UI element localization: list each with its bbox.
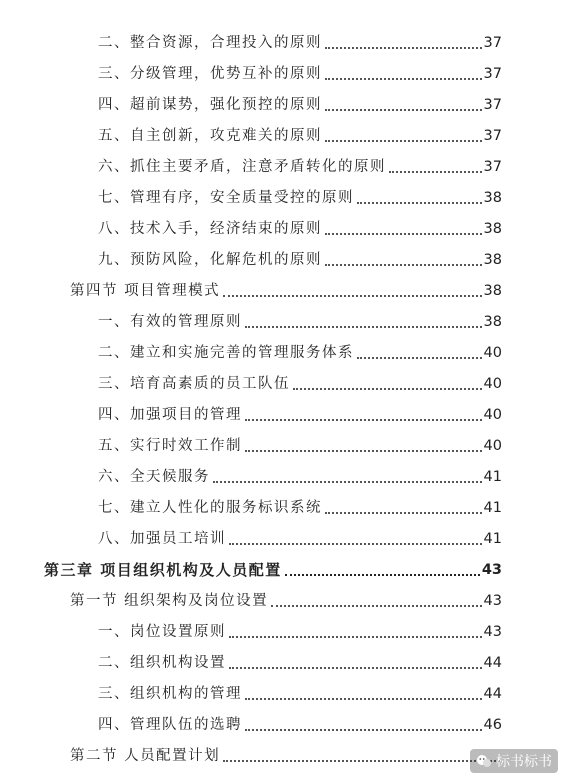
toc-leader-dots bbox=[357, 357, 482, 359]
toc-leader-dots bbox=[389, 171, 482, 173]
toc-leader-dots bbox=[245, 450, 482, 452]
toc-leader-dots bbox=[245, 729, 482, 731]
toc-entry-label: 一、有效的管理原则 bbox=[98, 314, 242, 330]
toc-entry[interactable] bbox=[98, 61, 502, 83]
toc-entry-label: 一、岗位设置原则 bbox=[98, 624, 226, 640]
toc-entry[interactable] bbox=[98, 309, 502, 331]
toc-entry-label: 四、管理队伍的选聘 bbox=[98, 717, 242, 733]
toc-entry[interactable] bbox=[70, 278, 502, 300]
toc-entry-label: 四、超前谋势，强化预控的原则 bbox=[98, 97, 322, 113]
toc-leader-dots bbox=[223, 760, 500, 762]
toc-entry[interactable] bbox=[98, 216, 502, 238]
toc-entry-page-number: 41 bbox=[483, 500, 502, 516]
toc-entry[interactable] bbox=[98, 340, 502, 362]
toc-entry-label: 五、实行时效工作制 bbox=[98, 438, 242, 454]
toc-entry-page-number: 40 bbox=[483, 438, 502, 454]
toc-leader-dots bbox=[325, 512, 482, 514]
toc-entry-page-number: 46 bbox=[483, 717, 502, 733]
toc-entry-label: 七、管理有序，安全质量受控的原则 bbox=[98, 190, 354, 206]
toc-entry-page-number: 41 bbox=[483, 469, 502, 485]
toc-entry-page-number: 43 bbox=[483, 593, 502, 609]
toc-entry-page-number: 37 bbox=[483, 159, 502, 175]
toc-entry-label: 二、整合资源，合理投入的原则 bbox=[98, 35, 322, 51]
toc-leader-dots bbox=[271, 605, 481, 607]
toc-leader-dots bbox=[245, 419, 482, 421]
toc-entry-label: 二、建立和实施完善的管理服务体系 bbox=[98, 345, 354, 361]
toc-entry[interactable] bbox=[98, 712, 502, 734]
toc-entry-page-number: 37 bbox=[483, 35, 502, 51]
toc-leader-dots bbox=[325, 233, 482, 235]
toc-leader-dots bbox=[325, 140, 482, 142]
toc-entry[interactable] bbox=[98, 154, 502, 176]
toc-entry-page-number: 40 bbox=[483, 376, 502, 392]
toc-leader-dots bbox=[223, 295, 481, 297]
toc-entry-label: 四、加强项目的管理 bbox=[98, 407, 242, 423]
toc-entry[interactable] bbox=[98, 495, 502, 517]
toc-entry-page-number: 40 bbox=[483, 345, 502, 361]
toc-entry-page-number: 43 bbox=[483, 624, 502, 640]
toc-entry[interactable] bbox=[98, 30, 502, 52]
toc-leader-dots bbox=[245, 326, 482, 328]
wechat-icon bbox=[476, 753, 492, 769]
toc-entry-label: 八、技术入手，经济结束的原则 bbox=[98, 221, 322, 237]
toc-entry-page-number: 38 bbox=[483, 221, 502, 237]
toc-leader-dots bbox=[229, 636, 482, 638]
toc-leader-dots bbox=[229, 543, 482, 545]
toc-entry-label: 九、预防风险，化解危机的原则 bbox=[98, 252, 322, 268]
toc-entry-page-number: 44 bbox=[483, 686, 502, 702]
toc-entry[interactable] bbox=[70, 588, 502, 610]
toc-entry-page-number: 38 bbox=[483, 314, 502, 330]
toc-entry-page-number: 37 bbox=[483, 66, 502, 82]
toc-entry-page-number: 43 bbox=[481, 562, 502, 578]
toc-leader-dots bbox=[325, 109, 482, 111]
toc-entry-label: 三、组织机构的管理 bbox=[98, 686, 242, 702]
toc-entry[interactable] bbox=[98, 185, 502, 207]
toc-entry-page-number: 37 bbox=[483, 128, 502, 144]
toc-entry-page-number: 37 bbox=[483, 97, 502, 113]
toc-entry[interactable] bbox=[98, 123, 502, 145]
toc-entry-label: 六、全天候服务 bbox=[98, 469, 210, 485]
toc-entry[interactable] bbox=[70, 743, 502, 765]
toc-entry-page-number: 38 bbox=[483, 190, 502, 206]
toc-entry-label: 三、培育高素质的员工队伍 bbox=[98, 376, 290, 392]
toc-entry-label: 六、抓住主要矛盾，注意矛盾转化的原则 bbox=[98, 159, 386, 175]
toc-entry[interactable] bbox=[98, 371, 502, 393]
toc-entry-label: 五、自主创新，攻克难关的原则 bbox=[98, 128, 322, 144]
toc-entry[interactable] bbox=[98, 92, 502, 114]
toc-entry-label: 第一节 组织架构及岗位设置 bbox=[70, 593, 269, 609]
toc-entry-label: 第二节 人员配置计划 bbox=[70, 748, 221, 764]
toc-entry[interactable] bbox=[98, 526, 502, 548]
toc-entry-page-number: 40 bbox=[483, 407, 502, 423]
toc-entry[interactable] bbox=[98, 650, 502, 672]
toc-entry-label: 三、分级管理，优势互补的原则 bbox=[98, 66, 322, 82]
toc-leader-dots bbox=[245, 698, 482, 700]
toc-entry-page-number: 44 bbox=[483, 655, 502, 671]
toc-entry-page-number: 38 bbox=[483, 252, 502, 268]
toc-entry-label: 二、组织机构设置 bbox=[98, 655, 226, 671]
toc-entry[interactable] bbox=[98, 247, 502, 269]
toc-entry[interactable] bbox=[44, 557, 502, 579]
toc-entry[interactable] bbox=[98, 619, 502, 641]
toc-leader-dots bbox=[325, 47, 482, 49]
toc-leader-dots bbox=[325, 264, 482, 266]
toc-entry-label: 七、建立人性化的服务标识系统 bbox=[98, 500, 322, 516]
toc-leader-dots bbox=[325, 78, 482, 80]
toc-leader-dots bbox=[357, 202, 482, 204]
toc-leader-dots bbox=[213, 481, 482, 483]
toc-entry-page-number: 38 bbox=[483, 283, 502, 299]
toc-leader-dots bbox=[285, 574, 480, 576]
toc-leader-dots bbox=[229, 667, 482, 669]
watermark bbox=[470, 749, 558, 773]
toc-entry[interactable] bbox=[98, 433, 502, 455]
toc-entry-page-number: 41 bbox=[483, 531, 502, 547]
toc-entry[interactable] bbox=[98, 681, 502, 703]
toc-entry-label: 第三章 项目组织机构及人员配置 bbox=[44, 561, 282, 579]
toc-entry[interactable] bbox=[98, 464, 502, 486]
toc-entry-label: 八、加强员工培训 bbox=[98, 531, 226, 547]
watermark-text: 标书标书 bbox=[496, 754, 552, 770]
toc-entry[interactable] bbox=[98, 402, 502, 424]
toc-leader-dots bbox=[293, 388, 482, 390]
toc-entry-label: 第四节 项目管理模式 bbox=[70, 283, 221, 299]
